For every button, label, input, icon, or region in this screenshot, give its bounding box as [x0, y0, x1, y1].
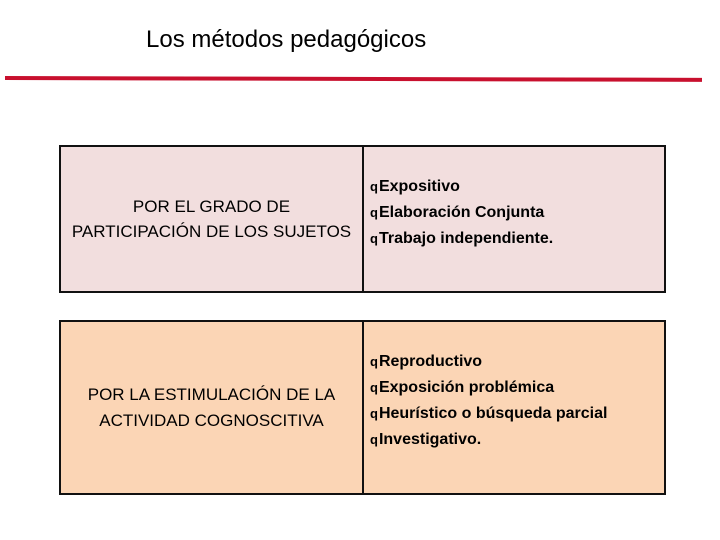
row-1-category-cell — [59, 145, 364, 293]
row-1-methods-cell — [362, 145, 666, 293]
row-1-category-label: POR EL GRADO DE PARTICIPACIÓN DE LOS SUJETOS — [71, 196, 352, 241]
list-item: qExposición problémica — [370, 375, 664, 401]
list-item: qExpositivo — [370, 174, 664, 200]
page-title: Los métodos pedagógicos — [146, 26, 427, 53]
bullet-icon: q — [370, 354, 378, 369]
list-item: qReproductivo — [370, 349, 664, 375]
row-2-methods-cell — [362, 320, 666, 495]
list-item: qTrabajo independiente. — [370, 226, 664, 252]
row-2-category-cell — [59, 320, 364, 495]
list-item: qHeurístico o búsqueda parcial — [370, 401, 664, 427]
bullet-icon: q — [370, 406, 378, 421]
bullet-icon: q — [370, 205, 378, 220]
list-item: qElaboración Conjunta — [370, 200, 664, 226]
bullet-icon: q — [370, 231, 378, 246]
title-divider — [5, 76, 702, 82]
list-item: qInvestigativo. — [370, 427, 664, 453]
bullet-icon: q — [370, 179, 378, 194]
row-2-category-label: POR LA ESTIMULACIÓN DE LA ACTIVIDAD COGNOSCITIVA — [87, 385, 336, 430]
bullet-icon: q — [370, 432, 378, 447]
bullet-icon: q — [370, 380, 378, 395]
